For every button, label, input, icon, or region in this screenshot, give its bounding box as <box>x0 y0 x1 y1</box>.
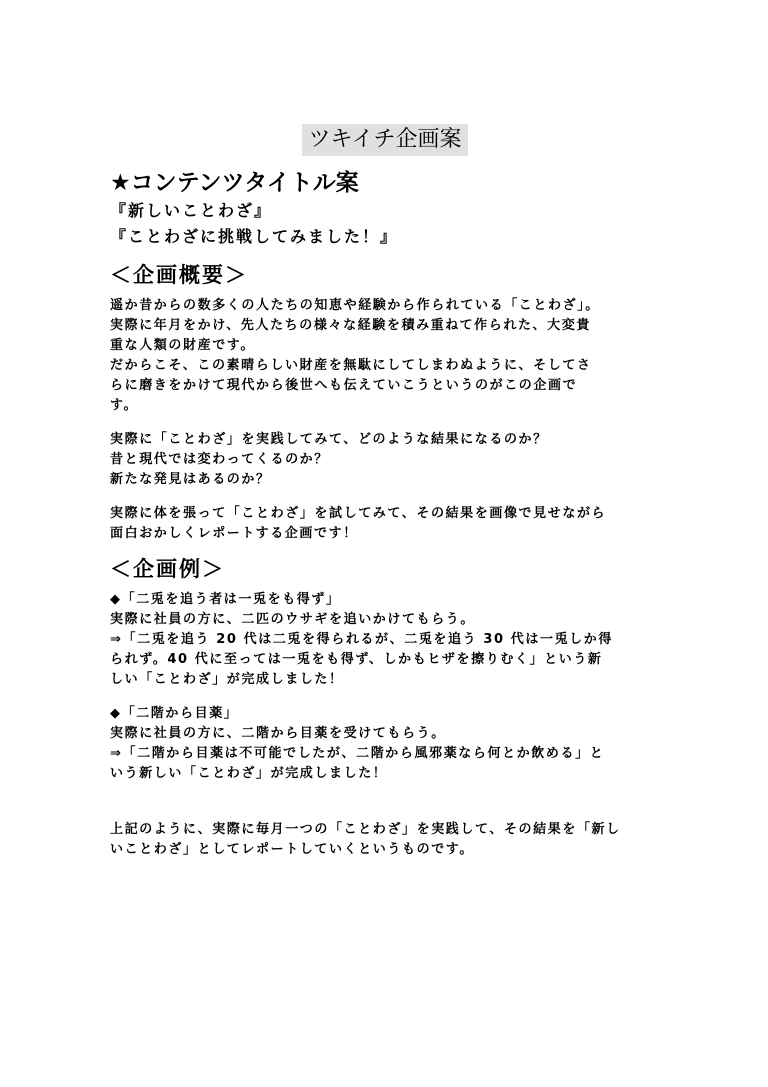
spacer <box>110 690 660 704</box>
questions-paragraph <box>110 430 660 490</box>
closing-paragraph <box>110 820 660 860</box>
overview-line: らに磨きをかけて現代から後世へも伝えていこうというのがこの企画で <box>110 378 578 393</box>
closing-line: いことわざ」としてレポートしていくというものです。 <box>110 842 474 857</box>
example-line: いう新しい「ことわざ」が完成しました！ <box>110 766 388 781</box>
overview-line: 重な人類の財産です。 <box>110 338 255 353</box>
example-line: ◆「二階から目薬」 <box>110 706 239 721</box>
example-line: しい「ことわざ」が完成しました！ <box>110 672 344 687</box>
overview-line: 遥か昔からの数多くの人たちの知恵や経験から作られている「ことわざ」。 <box>110 298 600 313</box>
overview-line: 実際に年月をかけ、先人たちの様々な経験を積み重ねて作られた、大変貴 <box>110 318 591 333</box>
overview-line: す。 <box>110 398 139 413</box>
spacer <box>110 416 660 430</box>
example-line: 実際に社員の方に、二匹のウサギを追いかけてもらう。 <box>110 612 476 627</box>
title-candidate-1: 『新しいことわざ』 <box>110 201 273 220</box>
title-wrap <box>110 124 660 156</box>
overview-heading: ＜企画概要＞ <box>110 263 248 287</box>
example-line: 実際に社員の方に、二階から目薬を受けてもらう。 <box>110 726 446 741</box>
summary-paragraph <box>110 504 660 544</box>
question-line: 新たな発見はあるのか？ <box>110 472 271 487</box>
overview-line: だからこそ、この素晴らしい財産を無駄にしてしまわぬように、そしてさ <box>110 358 592 373</box>
contents-title-heading: ★コンテンツタイトル案 <box>110 170 359 196</box>
example-line: ⇒「二兎を追う 20 代は二兎を得られるが、二兎を追う 30 代は一兎しか得 <box>110 632 613 647</box>
example-line: ⇒「二階から目薬は不可能でしたが、二階から風邪薬なら何とか飲める」と <box>110 746 605 761</box>
closing-line: 上記のように、実際に毎月一つの「ことわざ」を実践して、その結果を「新し <box>110 822 621 837</box>
example-2 <box>110 704 660 784</box>
question-line: 昔と現代では変わってくるのか？ <box>110 452 329 467</box>
summary-line: 面白おかしくレポートする企画です！ <box>110 526 358 541</box>
examples-heading: ＜企画例＞ <box>110 557 225 581</box>
spacer <box>110 490 660 504</box>
example-line: ◆「二兎を追う者は一兎をも得ず」 <box>110 592 341 607</box>
question-line: 実際に「ことわざ」を実践してみて、どのような結果になるのか？ <box>110 432 548 447</box>
spacer <box>110 806 660 820</box>
spacer <box>110 784 660 806</box>
summary-line: 実際に体を張って「ことわざ」を試してみて、その結果を画像で見せながら <box>110 506 607 521</box>
example-1 <box>110 590 660 690</box>
page-title: ツキイチ企画案 <box>302 124 467 156</box>
overview-paragraph <box>110 296 660 416</box>
example-line: られず。40 代に至っては一兎をも得ず、しかもヒザを擦りむく」という新 <box>110 652 603 667</box>
title-candidate-2: 『ことわざに挑戦してみました！』 <box>110 227 399 246</box>
document-page <box>110 124 660 860</box>
